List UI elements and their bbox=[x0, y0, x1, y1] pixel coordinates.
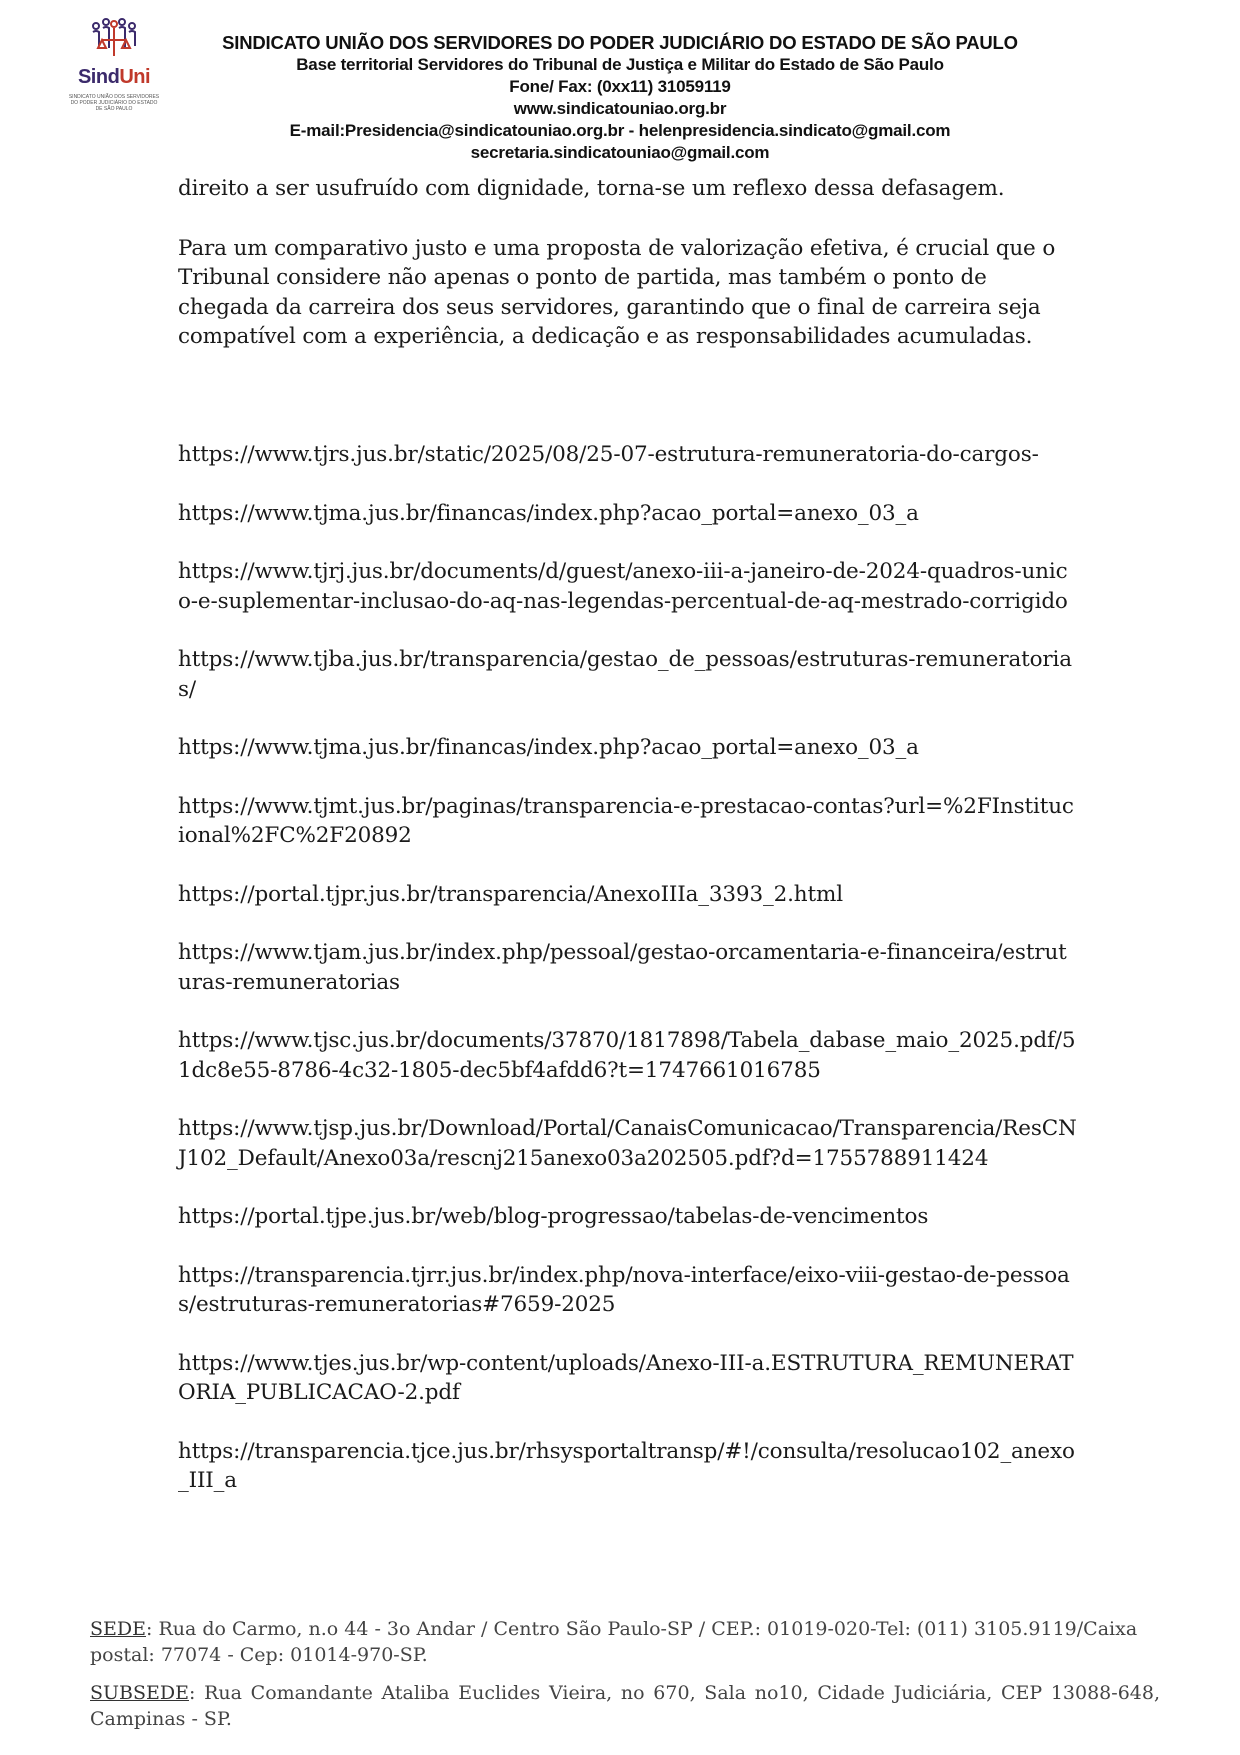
paragraph-1: direito a ser usufruído com dignidade, torna-se um reflexo dessa defasagem. bbox=[178, 176, 1005, 201]
sinduni-logo bbox=[66, 18, 162, 118]
reference-link[interactable]: https://transparencia.tjce.jus.br/rhsysportaltransp/#!/consulta/resolucao102_anexo_III_a bbox=[178, 1438, 1075, 1493]
reference-link[interactable]: https://www.tjam.jus.br/index.php/pessoal/gestao-orcamentaria-e-financeira/estruturas-remuneratorias bbox=[178, 940, 1067, 995]
sede-address bbox=[90, 1616, 1160, 1668]
sede-text: : Rua do Carmo, n.o 44 - 3o Andar / Centro São Paulo-SP / CEP.: 01019-020-Tel: (011) 3105.9119/Caixa postal: 77074 - Cep: 01014-970-SP. bbox=[90, 1618, 1138, 1666]
email-line: E-mail:Presidencia@sindicatouniao.org.br - helenpresidencia.sindicato@gmail.com bbox=[289, 121, 951, 140]
phone-fax: Fone/ Fax: (0xx11) 31059119 bbox=[509, 77, 731, 96]
reference-link[interactable]: https://www.tjes.jus.br/wp-content/uploads/Anexo-III-a.ESTRUTURA_REMUNERATORIA_PUBLICACAO-2.pdf bbox=[178, 1350, 1074, 1405]
reference-link[interactable]: https://www.tjsc.jus.br/documents/37870/1817898/Tabela_dabase_maio_2025.pdf/51dc8e55-8786-4c32-1805-dec5bf4afdd6?t=1747661016785 bbox=[178, 1028, 1076, 1083]
letterhead-text bbox=[150, 32, 1090, 164]
subsede-label: SUBSEDE bbox=[90, 1682, 189, 1704]
reference-link[interactable]: https://portal.tjpr.jus.br/transparencia/AnexoIIIa_3393_2.html bbox=[178, 881, 843, 907]
subsede-text: : Rua Comandante Ataliba Euclides Vieira, no 670, Sala no10, Cidade Judiciária, CEP 13088-648, Campinas - SP. bbox=[90, 1682, 1160, 1730]
reference-link[interactable]: https://transparencia.tjrr.jus.br/index.php/nova-interface/eixo-viii-gestao-de-pessoas/estruturas-remuneratorias#7659-2025 bbox=[178, 1262, 1070, 1317]
union-name: SINDICATO UNIÃO DOS SERVIDORES DO PODER JUDICIÁRIO DO ESTADO DE SÃO PAULO bbox=[222, 32, 1018, 53]
reference-link[interactable]: https://www.tjma.jus.br/financas/index.php?acao_portal=anexo_03_a bbox=[178, 735, 919, 760]
reference-link[interactable]: https://portal.tjpe.jus.br/web/blog-progressao/tabelas-de-vencimentos bbox=[178, 1204, 929, 1229]
logo-tagline: SINDICATO UNIÃO DOS SERVIDORES DO PODER JUDICIÁRIO DO ESTADO DE SÃO PAULO bbox=[68, 94, 160, 112]
email-secretaria: secretaria.sindicatouniao@gmail.com bbox=[470, 143, 770, 162]
people-scale-logo-icon bbox=[88, 18, 140, 62]
document-body bbox=[178, 174, 1078, 352]
logo-wordmark: SindUni bbox=[77, 66, 151, 88]
website: www.sindicatouniao.org.br bbox=[513, 99, 727, 118]
reference-links bbox=[178, 440, 1078, 1525]
subsede-address bbox=[90, 1680, 1160, 1732]
reference-link[interactable]: https://www.tjmt.jus.br/paginas/transparencia-e-prestacao-contas?url=%2FInstitucional%2FC%2F20892 bbox=[178, 793, 1074, 848]
territorial-base: Base territorial Servidores do Tribunal de Justiça e Militar do Estado de São Paulo bbox=[296, 55, 944, 74]
reference-link[interactable]: https://www.tjba.jus.br/transparencia/gestao_de_pessoas/estruturas-remuneratorias/ bbox=[178, 647, 1072, 702]
reference-link[interactable]: https://www.tjrj.jus.br/documents/d/guest/anexo-iii-a-janeiro-de-2024-quadros-unico-e-suplementar-inclusao-do-aq-nas-legendas-percentual-de-aq-mestrado-corrigido bbox=[178, 559, 1068, 614]
reference-link[interactable]: https://www.tjma.jus.br/financas/index.php?acao_portal=anexo_03_a bbox=[178, 500, 919, 526]
sede-label: SEDE bbox=[90, 1618, 146, 1640]
reference-link[interactable]: https://www.tjrs.jus.br/static/2025/08/25-07-estrutura-remuneratoria-do-cargos- bbox=[178, 442, 1039, 467]
paragraph-2: Para um comparativo justo e uma proposta de valorização efetiva, é crucial que o Tribunal considere não apenas o ponto de partida, mas também o ponto de chegada da carreira dos seus servidores, garantindo que o final de carreira seja compatível com a experiência, a dedicação e as responsabilidades acumuladas. bbox=[178, 235, 1056, 349]
reference-link[interactable]: https://www.tjsp.jus.br/Download/Portal/CanaisComunicacao/Transparencia/ResCNJ102_Default/Anexo03a/rescnj215anexo03a202505.pdf?d=1755788911424 bbox=[178, 1116, 1077, 1171]
letterhead bbox=[0, 14, 1240, 174]
page-footer bbox=[90, 1616, 1160, 1732]
